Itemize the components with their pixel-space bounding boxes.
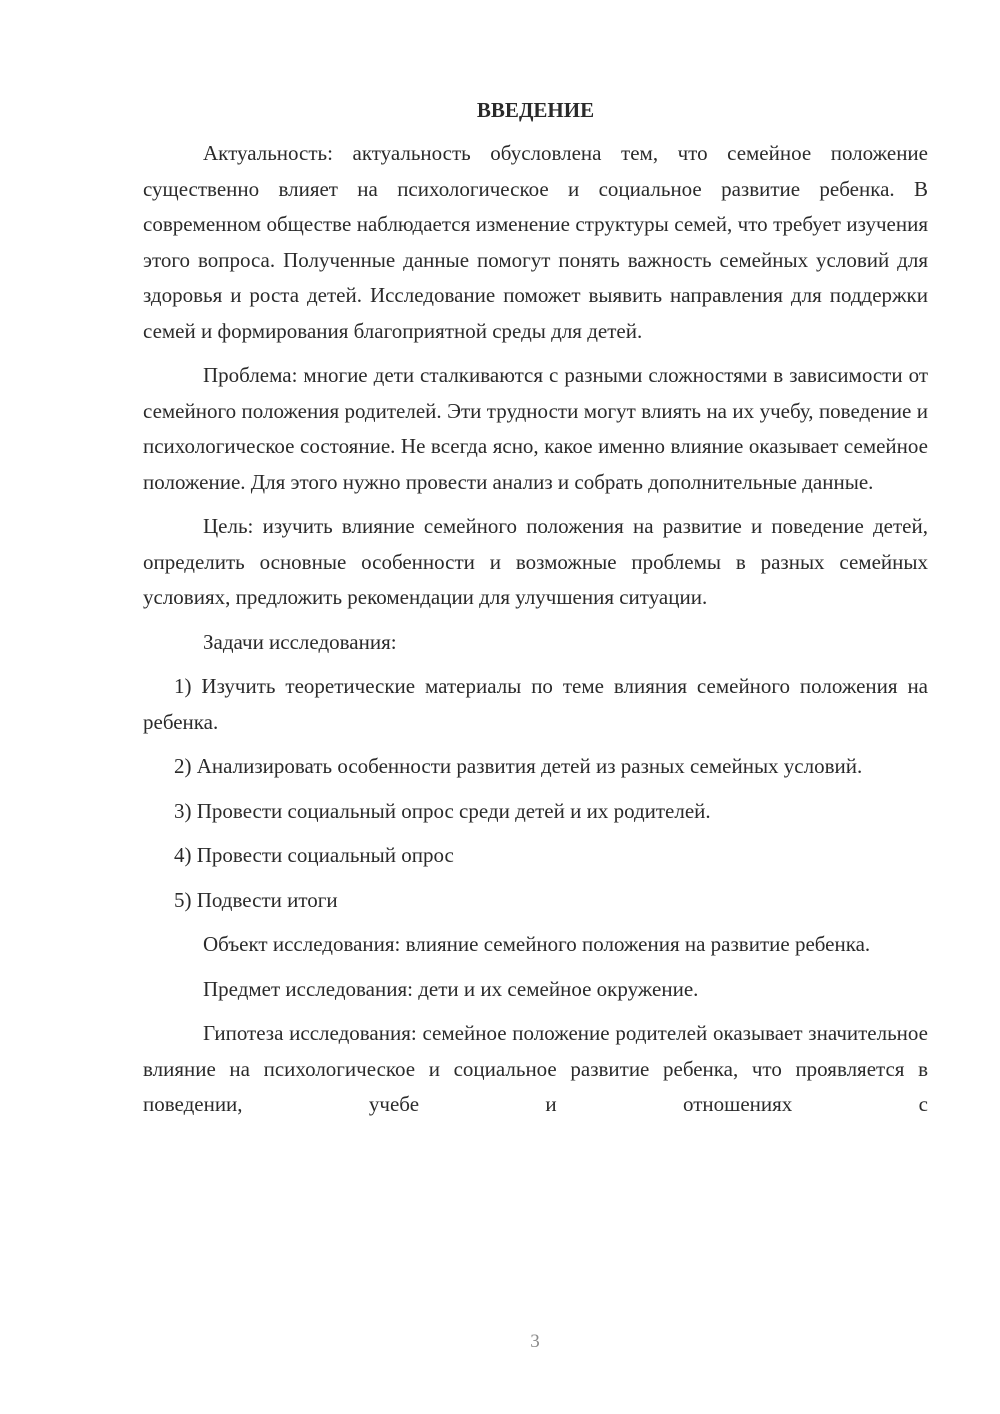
- tasks-heading: Задачи исследования:: [203, 629, 397, 654]
- page-number: 3: [530, 1331, 540, 1352]
- goal-paragraph: Цель: изучить влияние семейного положения на развитие и поведение детей, определить основные особенности и возможные проблемы в разных семейных условиях, предложить рекомендации для улучшения ситуации.: [143, 514, 928, 609]
- subject-paragraph: Предмет исследования: дети и их семейное окружение.: [203, 976, 699, 1001]
- problem-paragraph: Проблема: многие дети сталкиваются с разными сложностями в зависимости от семейного положения родителей. Эти трудности могут влиять на их учебу, поведение и психологическое состояние. Не всегда ясно, какое именно влияние оказывает семейное положение. Для этого нужно провести анализ и собрать дополнительные данные.: [143, 363, 928, 494]
- page-content: [143, 92, 928, 1132]
- task-item-4: 4) Провести социальный опрос: [174, 843, 454, 867]
- task-item-2: 2) Анализировать особенности развития детей из разных семейных условий.: [174, 754, 863, 778]
- task-item-1: 1) Изучить теоретические материалы по теме влияния семейного положения на ребенка.: [143, 674, 928, 734]
- relevance-paragraph: Актуальность: актуальность обусловлена тем, что семейное положение существенно влияет на психологическое и социальное развитие ребенка. В современном обществе наблюдается изменение структуры семей, что требует изучения этого вопроса. Полученные данные помогут понять важность семейных условий для здоровья и роста детей. Исследование поможет выявить направления для поддержки семей и формирования благоприятной среды для детей.: [143, 141, 928, 343]
- object-paragraph: Объект исследования: влияние семейного положения на развитие ребенка.: [203, 932, 871, 956]
- page-title: ВВЕДЕНИЕ: [476, 98, 595, 122]
- hypothesis-paragraph: Гипотеза исследования: семейное положение родителей оказывает значительное влияние на психологическое и социальное развитие ребенка, что проявляется в поведении, учебе и отношениях с: [143, 1021, 928, 1116]
- task-item-5: 5) Подвести итоги: [174, 887, 338, 912]
- task-item-3: 3) Провести социальный опрос среди детей и их родителей.: [174, 798, 711, 823]
